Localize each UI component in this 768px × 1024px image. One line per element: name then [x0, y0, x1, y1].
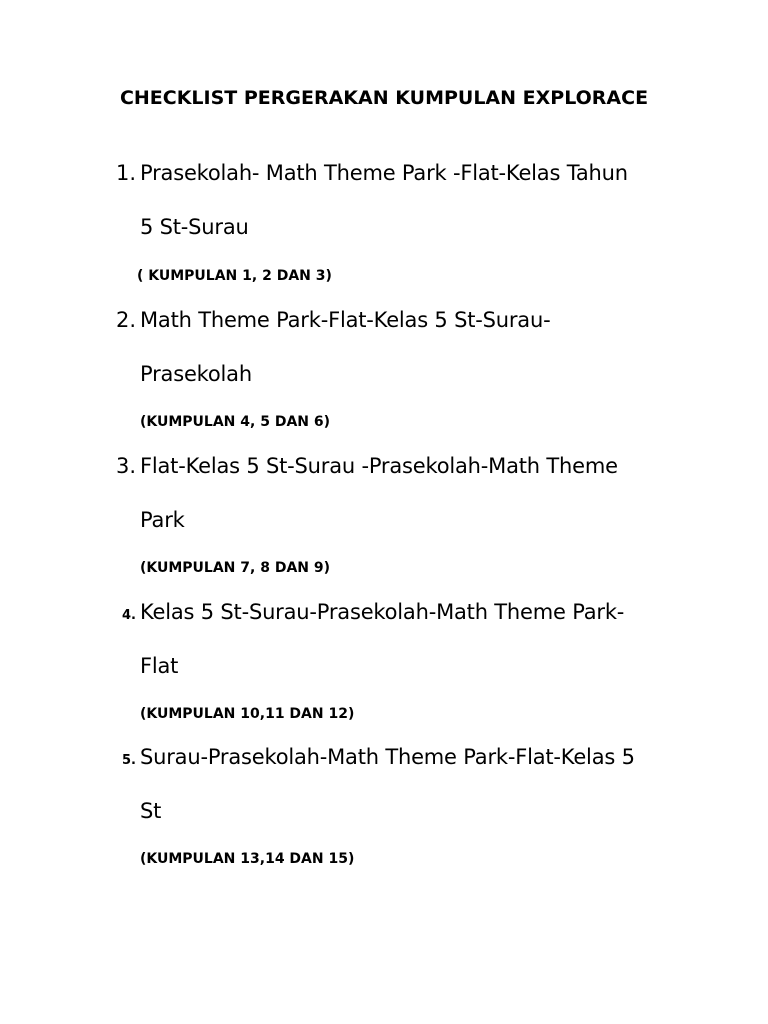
document-title: CHECKLIST PERGERAKAN KUMPULAN EXPLORACE — [119, 87, 649, 109]
route-line-2: Prasekolah — [140, 362, 252, 386]
group-label: (KUMPULAN 7, 8 DAN 9) — [140, 560, 331, 576]
route-line-1: Surau-Prasekolah-Math Theme Park-Flat-Kelas 5 — [140, 745, 635, 769]
route-line-1: Math Theme Park-Flat-Kelas 5 St-Surau- — [140, 308, 551, 332]
item-number: 2. — [115, 308, 136, 332]
item-number: 1. — [115, 161, 136, 185]
item-number: 5. — [122, 753, 136, 768]
group-label: (KUMPULAN 4, 5 DAN 6) — [140, 414, 331, 430]
route-line-1: Prasekolah- Math Theme Park -Flat-Kelas Tahun — [140, 161, 628, 185]
route-line-2: 5 St-Surau — [140, 215, 249, 239]
item-number: 3. — [115, 454, 136, 478]
group-label: (KUMPULAN 10,11 DAN 12) — [140, 706, 355, 722]
route-line-1: Flat-Kelas 5 St-Surau -Prasekolah-Math Theme — [140, 454, 618, 478]
group-label: ( KUMPULAN 1, 2 DAN 3) — [137, 268, 332, 284]
group-label: (KUMPULAN 13,14 DAN 15) — [140, 851, 355, 867]
route-line-2: Park — [140, 508, 185, 532]
route-line-1: Kelas 5 St-Surau-Prasekolah-Math Theme Park- — [140, 600, 625, 624]
route-line-2: St — [140, 799, 162, 823]
route-line-2: Flat — [140, 654, 179, 678]
item-number: 4. — [122, 608, 136, 623]
